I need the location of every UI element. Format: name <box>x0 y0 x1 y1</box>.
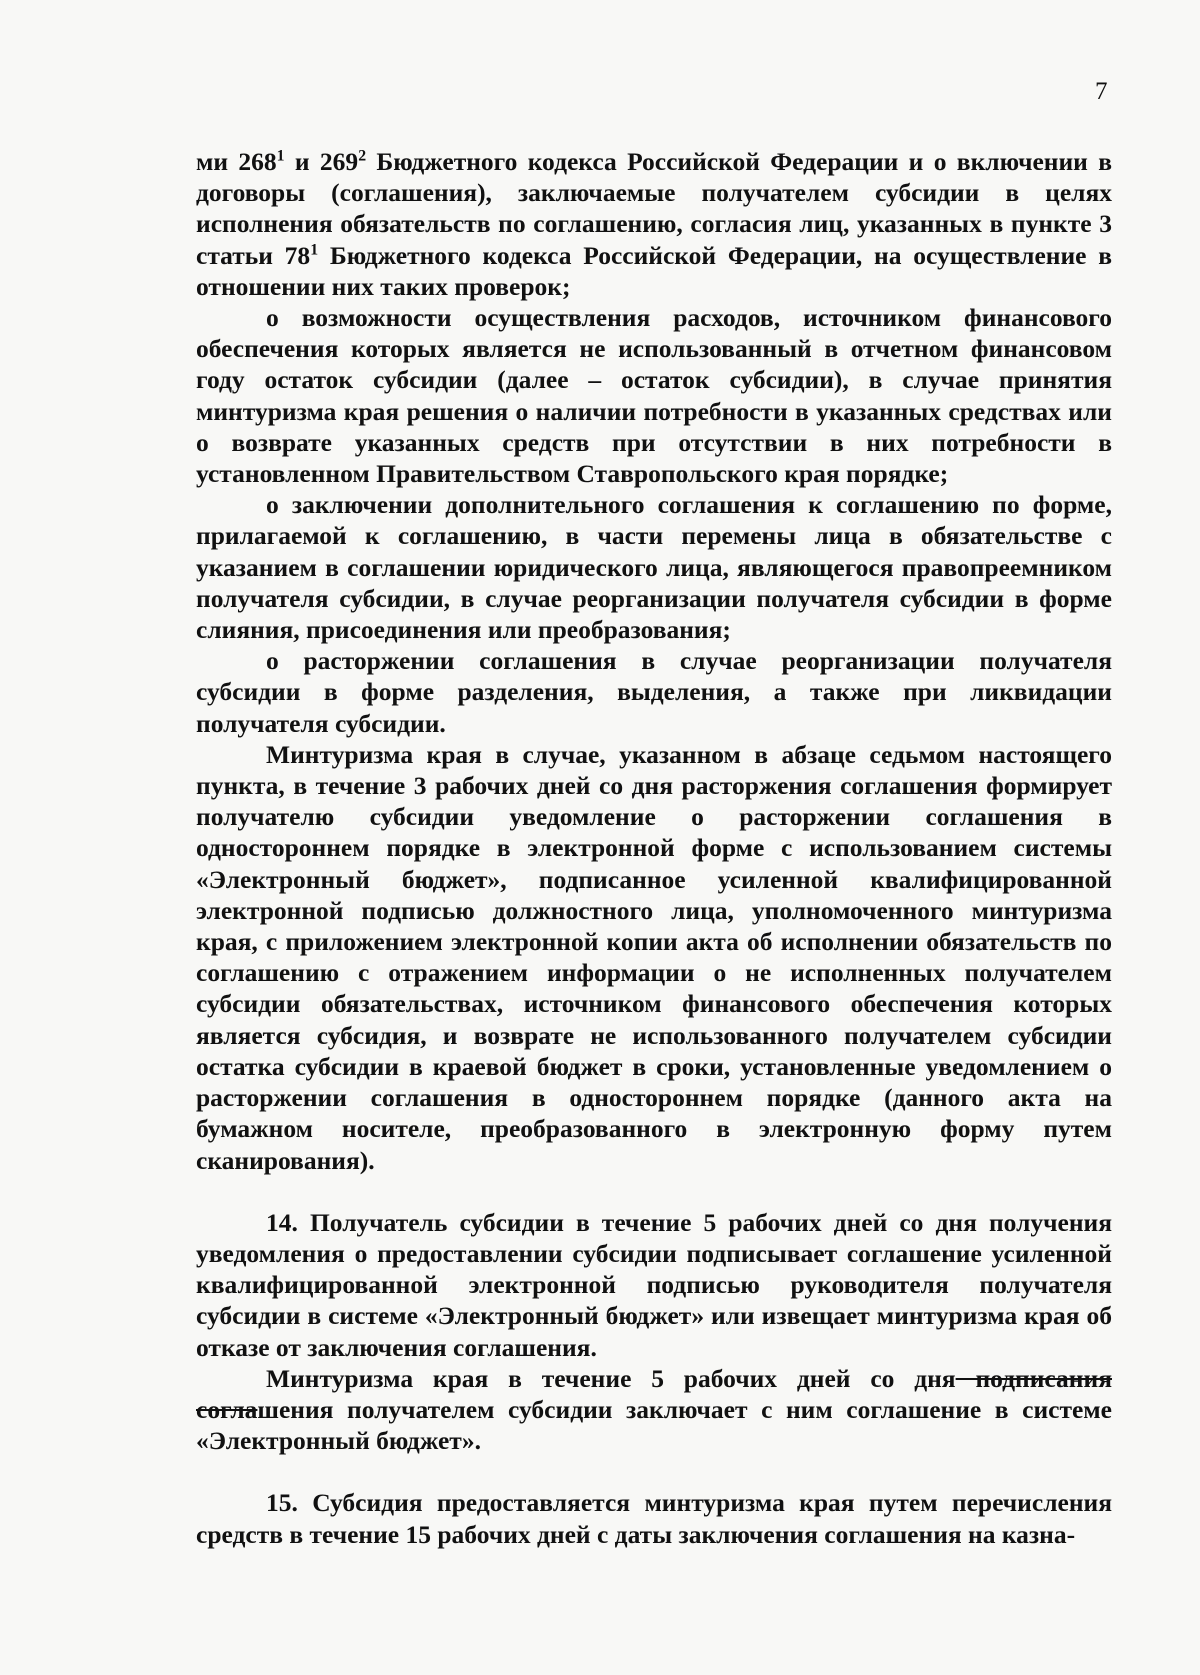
text-run: 14. Получатель субсидии в течение 5 рабочих дней со дня получения уведомления о предоставлении субсидии подписывает соглашение усиленной квалифицированной электронной подписью руководителя получателя субсидии в системе «Электронный бюджет» или извещает минтуризма края об отказе от заключения соглашения. <box>196 1207 1112 1362</box>
text-run: и 269 <box>284 147 359 176</box>
text-run: о расторжении соглашения в случае реорганизации получателя субсидии в форме разделения, выделения, а также при ликвидации получателя субсидии. <box>196 646 1112 738</box>
paragraph-p1 <box>196 146 1112 302</box>
text-run: Минтуризма края в случае, указанном в абзаце седьмом настоящего пункта, в течение 3 рабочих дней со дня расторжения соглашения формирует получателю субсидии уведомление о расторжении соглашения в одностороннем порядке в электронной форме с использованием системы «Электронный бюджет», подписанное усиленной квалифицированной электронной подписью должностного лица, уполномоченного минтуризма края, с приложением электронной копии акта об исполнении обязательств по соглашению с отражением информации о не исполненных получателем субсидии обязательствах, источником финансового обеспечения которых является субсидия, и возврате не использованного получателем субсидии остатка субсидии в краевой бюджет в сроки, установленные уведомлением о расторжении соглашения в одностороннем порядке (данного акта на бумажном носителе, преобразованного в электронную форму путем сканирования). <box>196 739 1112 1175</box>
paragraph-p7 <box>196 1363 1112 1457</box>
text-run: Минтуризма края в течение 5 рабочих дней со дня <box>266 1363 956 1393</box>
text-run: о возможности осуществления расходов, источником финансового обеспечения которых является не использованный в отчетном финансовом году остаток субсидии (далее – остаток субсидии), в случае принятия минтуризма края решения о наличии потребности в указанных средствах или о возврате указанных средств при отсутствии в них потребности в установленном Правительством Ставропольского края порядке; <box>196 303 1112 489</box>
text-run: Бюджетного кодекса Российской Федерации и о включении в договоры (соглашения), заключаемые получателем субсидии в целях исполнения обязательств по соглашению, согласия лиц, указанных в пункте 3 статьи 78 <box>196 147 1112 270</box>
superscript: 2 <box>358 147 367 165</box>
paragraph-p3 <box>196 489 1112 645</box>
paragraph-p5 <box>196 739 1112 1176</box>
text-run: шения получателем субсидии заключает с ним соглашение в системе «Электронный бюджет». <box>196 1394 1112 1456</box>
page-number: 7 <box>1095 78 1108 105</box>
paragraph-p8 <box>196 1487 1112 1549</box>
text-run: Бюджетного кодекса Российской Федерации, на осуществление в отношении них таких проверок; <box>196 240 1112 301</box>
paragraph-p6 <box>196 1207 1112 1363</box>
body-text <box>196 146 1112 1550</box>
text-run: ми 268 <box>196 147 277 176</box>
struck-text: подписания согла <box>196 1363 1112 1424</box>
paragraph-p4 <box>196 645 1112 739</box>
text-run: 15. Субсидия предоставляется минтуризма края путем перечисления средств в течение 15 рабочих дней с даты заключения соглашения на казна- <box>196 1488 1112 1549</box>
superscript: 1 <box>310 241 319 259</box>
paragraph-p2 <box>196 302 1112 489</box>
text-run: о заключении дополнительного соглашения к соглашению по форме, прилагаемой к соглашению, в части перемены лица в обязательстве с указанием в соглашении юридического лица, являющегося правопреемником получателя субсидии, в случае реорганизации получателя субсидии в форме слияния, присоединения или преобразования; <box>196 490 1112 645</box>
superscript: 1 <box>276 147 285 165</box>
